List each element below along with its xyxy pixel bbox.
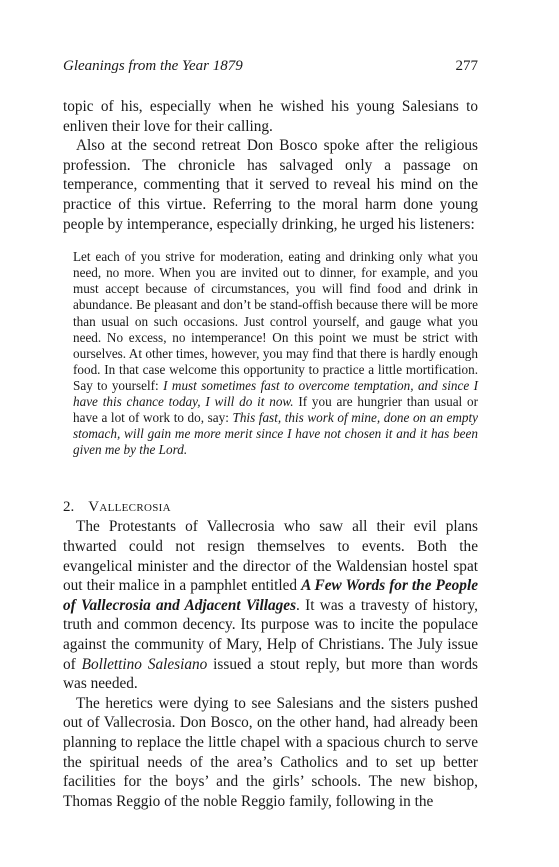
paragraph-protestants-middle: . It was a travesty of history, truth and common decency. Its purpose was to incite the populace against the community of Mary, Help of Christians. The July issue of [63, 596, 478, 673]
quote-paragraph [73, 249, 478, 458]
running-head [63, 58, 478, 78]
quote-italic-merit: This fast, this work of mine, done on an empty stomach, will gain me more merit since I have not chosen it and it has been given me by the Lord. [73, 410, 478, 458]
running-title: Gleanings from the Year 1879 [63, 58, 243, 74]
paragraph-continuation: topic of his, especially when he wished his young Salesians to enliven their love for their calling. [63, 98, 478, 135]
quote-text-before: Let each of you strive for moderation, eating and drinking only what you need, no more. When you are invited out to dinner, for example, and you must accept because of circumstances, you will find food and drink in abundance. Be pleasant and don’t be stand-offish because there will be more than usual on such occasions. Just control yourself, and gauge what you need. No excess, no intemperance! On this point we must be strict with ourselves. At other times, however, you may find that there is hardly enough food. In that case welcome this opportunity to practice a little mortification. Say to yourself: [73, 249, 478, 393]
paragraph-heretics: The heretics were dying to see Salesians and the sisters pushed out of Vallecrosia. Don Bosco, on the other hand, had already been planning to replace the little chapel with a spacious church to serve the spiritual needs of the area’s Catholics and to set up better facilities for the boys’ and the girls’ schools. The new bishop, Thomas Reggio of the noble Reggio family, following in the [63, 694, 478, 810]
page-number: 277 [455, 58, 478, 74]
section-title: Vallecrosia [88, 499, 171, 516]
paragraph-protestants-before: The Protestants of Vallecrosia who saw all their evil plans thwarted could not resign themselves to events. Both the evangelical minister and the director of the Waldensian hostel spat out their malice in a pamphlet entitled [63, 518, 478, 595]
paragraph-protestants-after: issued a stout reply, but more than words was needed. [63, 655, 479, 693]
pamphlet-title: A Few Words for the People of Vallecrosia and Adjacent Villages [63, 577, 478, 614]
section-heading [63, 497, 478, 517]
quote-text-middle: If you are hungrier than usual or have a lot of work to do, say: [73, 394, 478, 426]
paragraph-retreat: Also at the second retreat Don Bosco spoke after the religious profession. The chronicle has salvaged only a passage on temperance, commenting that it served to reveal his mind on the practice of this virtue. Referring to the moral harm done young people by intemperance, especially drinking, he urged his listeners: [63, 137, 478, 233]
block-quote [63, 249, 478, 458]
section-number: 2. [63, 499, 75, 516]
page-body [63, 97, 478, 811]
periodical-title: Bollettino Salesiano [81, 655, 208, 673]
quote-italic-fast: I must sometimes fast to overcome temptation, and since I have this chance today, I will do it now. [73, 377, 479, 409]
paragraph-protestants [63, 517, 478, 693]
